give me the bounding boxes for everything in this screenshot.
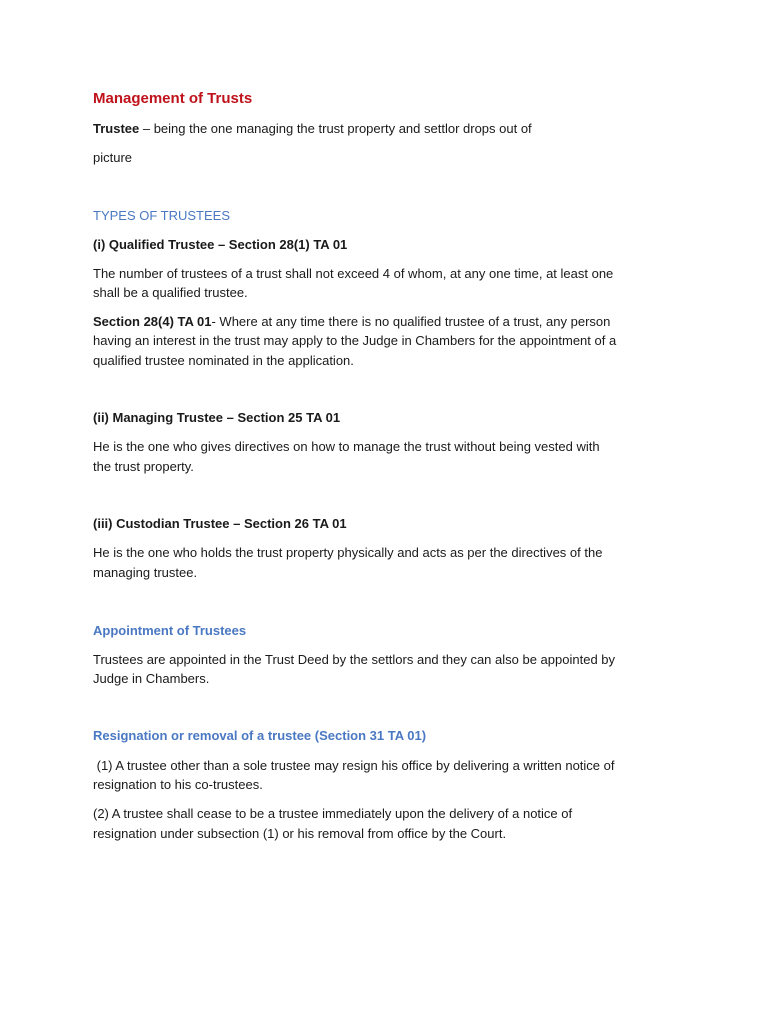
intro-term: Trustee	[93, 121, 140, 136]
appointment-line2: Judge in Chambers.	[93, 671, 210, 686]
managing-line2: the trust property.	[93, 459, 194, 474]
resignation-p1-line1: (1) A trustee other than a sole trustee may resign his office by delivering a written notice of	[93, 758, 615, 773]
qualified-heading: (i) Qualified Trustee – Section 28(1) TA 01	[93, 237, 348, 252]
resignation-heading: Resignation or removal of a trustee (Section 31 TA 01)	[93, 728, 427, 743]
managing-line1: He is the one who gives directives on how to manage the trust without being vested with	[93, 439, 600, 454]
appointment-heading: Appointment of Trustees	[93, 623, 247, 638]
custodian-heading: (iii) Custodian Trustee – Section 26 TA 01	[93, 516, 347, 531]
resignation-p2-line1: (2) A trustee shall cease to be a trustee immediately upon the delivery of a notice of	[93, 806, 573, 821]
resignation-p1-line2: resignation to his co-trustees.	[93, 777, 263, 792]
appointment-line1: Trustees are appointed in the Trust Deed by the settlors and they can also be appointed by	[93, 652, 616, 667]
qualified-para1-line2: shall be a qualified trustee.	[93, 285, 248, 300]
intro-text: – being the one managing the trust property and settlor drops out of	[139, 121, 532, 136]
qualified-para2-line1	[93, 312, 683, 332]
intro-line-1	[93, 119, 683, 139]
qualified-para2-line2: having an interest in the trust may apply to the Judge in Chambers for the appointment of a	[93, 333, 617, 348]
resignation-p2-line2: resignation under subsection (1) or his removal from office by the Court.	[93, 826, 507, 841]
qualified-para2-line3: qualified trustee nominated in the application.	[93, 353, 354, 368]
custodian-line1: He is the one who holds the trust property physically and acts as per the directives of the	[93, 545, 603, 560]
qualified-para1-line1: The number of trustees of a trust shall not exceed 4 of whom, at any one time, at least one	[93, 266, 614, 281]
managing-heading: (ii) Managing Trustee – Section 25 TA 01	[93, 410, 341, 425]
custodian-line2: managing trustee.	[93, 565, 198, 580]
types-heading: TYPES OF TRUSTEES	[93, 208, 231, 223]
qualified-para2-text: - Where at any time there is no qualified trustee of a trust, any person	[211, 314, 611, 329]
section-reference: Section 28(4) TA 01	[93, 314, 212, 329]
intro-line-2: picture	[93, 150, 133, 165]
page-title: Management of Trusts	[93, 90, 253, 107]
